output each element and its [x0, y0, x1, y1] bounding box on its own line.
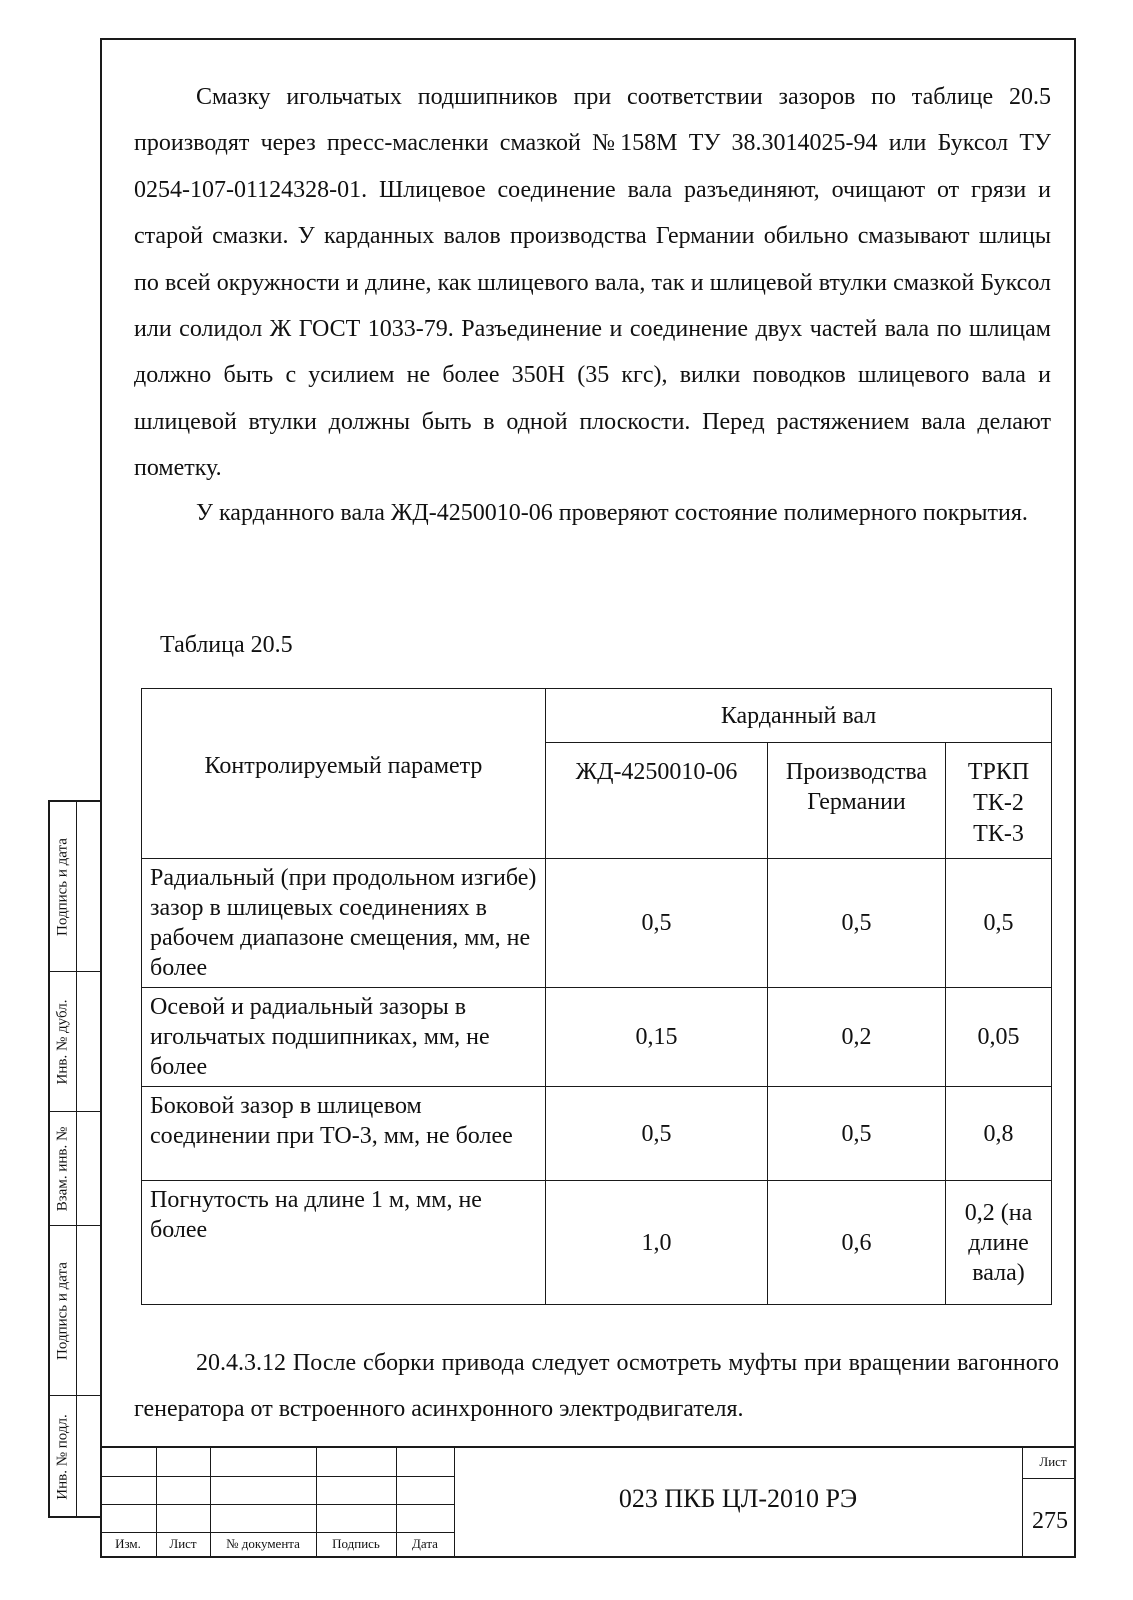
title-block	[100, 1446, 1076, 1558]
side-stamp-label: Инв. № дубл.	[54, 999, 71, 1084]
header-col-germany: Производства Германии	[768, 743, 946, 859]
table-row	[142, 1087, 1052, 1181]
row-value: 0,5	[546, 859, 768, 988]
title-block-rule	[100, 1476, 454, 1477]
row-value: 1,0	[546, 1181, 768, 1305]
row-value: 0,2	[768, 988, 946, 1087]
title-block-label-signature: Подпись	[332, 1536, 380, 1551]
title-block-rule	[100, 1532, 454, 1533]
row-value: 0,5	[546, 1087, 768, 1181]
title-block-label-date: Дата	[412, 1536, 438, 1551]
row-value: 0,5	[768, 1087, 946, 1181]
side-stamp-cell	[50, 972, 76, 1112]
side-stamp-blank	[76, 1226, 100, 1396]
body-paragraph-lubrication: Смазку игольчатых подшипников при соответствии зазоров по таблице 20.5 производят через пресс-масленки смазкой №158М ТУ 38.3014025-94 или Буксол ТУ 0254-107-01124328-01. Шлицевое соединение вала разъединяют, очищают от грязи и старой смазки. У карданных валов производства Германии обильно смазывают шлицы по всей окружности и длине, как шлицевого вала, так и шлицевой втулки смазкой Буксол или солидол Ж ГОСТ 1033-79. Разъединение и соединение двух частей вала по шлицам должно быть с усилием не более 350Н (35 кгс), вилки поводков шлицевого вала и шлицевой втулки должны быть в одной плоскости. Перед растяжением вала делают пометку.	[134, 84, 1051, 482]
title-block-rule	[1022, 1478, 1076, 1479]
document-code: 023 ПКБ ЦЛ-2010 РЭ	[618, 1484, 858, 1513]
title-block-divider	[1022, 1448, 1023, 1558]
body-paragraph-coating: У карданного вала ЖД-4250010-06 проверяют состояние полимерного покрытия.	[196, 500, 1028, 526]
header-col-zhd: ЖД-4250010-06	[546, 743, 768, 859]
side-stamp-blank	[76, 1112, 100, 1226]
side-margin-stamp	[48, 800, 100, 1518]
side-stamp-blank	[76, 972, 100, 1112]
header-parameter: Контролируемый параметр	[142, 689, 546, 859]
row-parameter: Боковой зазор в шлицевом соединении при ТО-3, мм, не более	[142, 1087, 546, 1181]
table-row	[142, 859, 1052, 988]
row-value: 0,5	[768, 859, 946, 988]
side-stamp-cell	[50, 1112, 76, 1226]
row-value: 0,5	[946, 859, 1052, 988]
table-caption: Таблица 20.5	[160, 632, 293, 658]
title-block-label-sheet: Лист	[169, 1536, 197, 1551]
row-value: 0,8	[946, 1087, 1052, 1181]
row-parameter: Погнутость на длине 1 м, мм, не более	[142, 1181, 546, 1305]
row-parameter: Радиальный (при продольном изгибе) зазор в шлицевых соединениях в рабочем диапазоне смещения, мм, не более	[142, 859, 546, 988]
sheet-label: Лист	[1039, 1454, 1067, 1469]
row-value: 0,05	[946, 988, 1052, 1087]
side-stamp-label: Подпись и дата	[54, 837, 71, 936]
side-stamp-label: Взам. инв. №	[54, 1126, 71, 1211]
side-stamp-blank	[76, 802, 100, 972]
table-row	[142, 1181, 1052, 1305]
side-stamp-cell	[50, 802, 76, 972]
side-stamp-label: Инв. № подл.	[54, 1414, 71, 1500]
title-block-label-change: Изм.	[115, 1536, 141, 1551]
body-paragraph-coupling-inspection: 20.4.3.12 После сборки привода следует осмотреть муфты при вращении вагонного генератора от встроенного асинхронного электродвигателя.	[134, 1350, 1059, 1423]
table-row	[142, 988, 1052, 1087]
title-block-rule	[100, 1504, 454, 1505]
side-stamp-blank	[76, 1396, 100, 1518]
header-col-trkp: ТРКП ТК-2 ТК-3	[946, 743, 1052, 859]
side-stamp-cell	[50, 1226, 76, 1396]
sheet-number: 275	[1032, 1508, 1068, 1534]
row-parameter: Осевой и радиальный зазоры в игольчатых подшипниках, мм, не более	[142, 988, 546, 1087]
clearance-table	[141, 688, 1052, 1305]
row-value: 0,2 (на длине вала)	[946, 1181, 1052, 1305]
row-value: 0,15	[546, 988, 768, 1087]
title-block-label-document: № документа	[226, 1536, 300, 1551]
side-stamp-cell	[50, 1396, 76, 1518]
header-cardan-shaft: Карданный вал	[546, 689, 1052, 743]
row-value: 0,6	[768, 1181, 946, 1305]
side-stamp-label: Подпись и дата	[54, 1261, 71, 1360]
